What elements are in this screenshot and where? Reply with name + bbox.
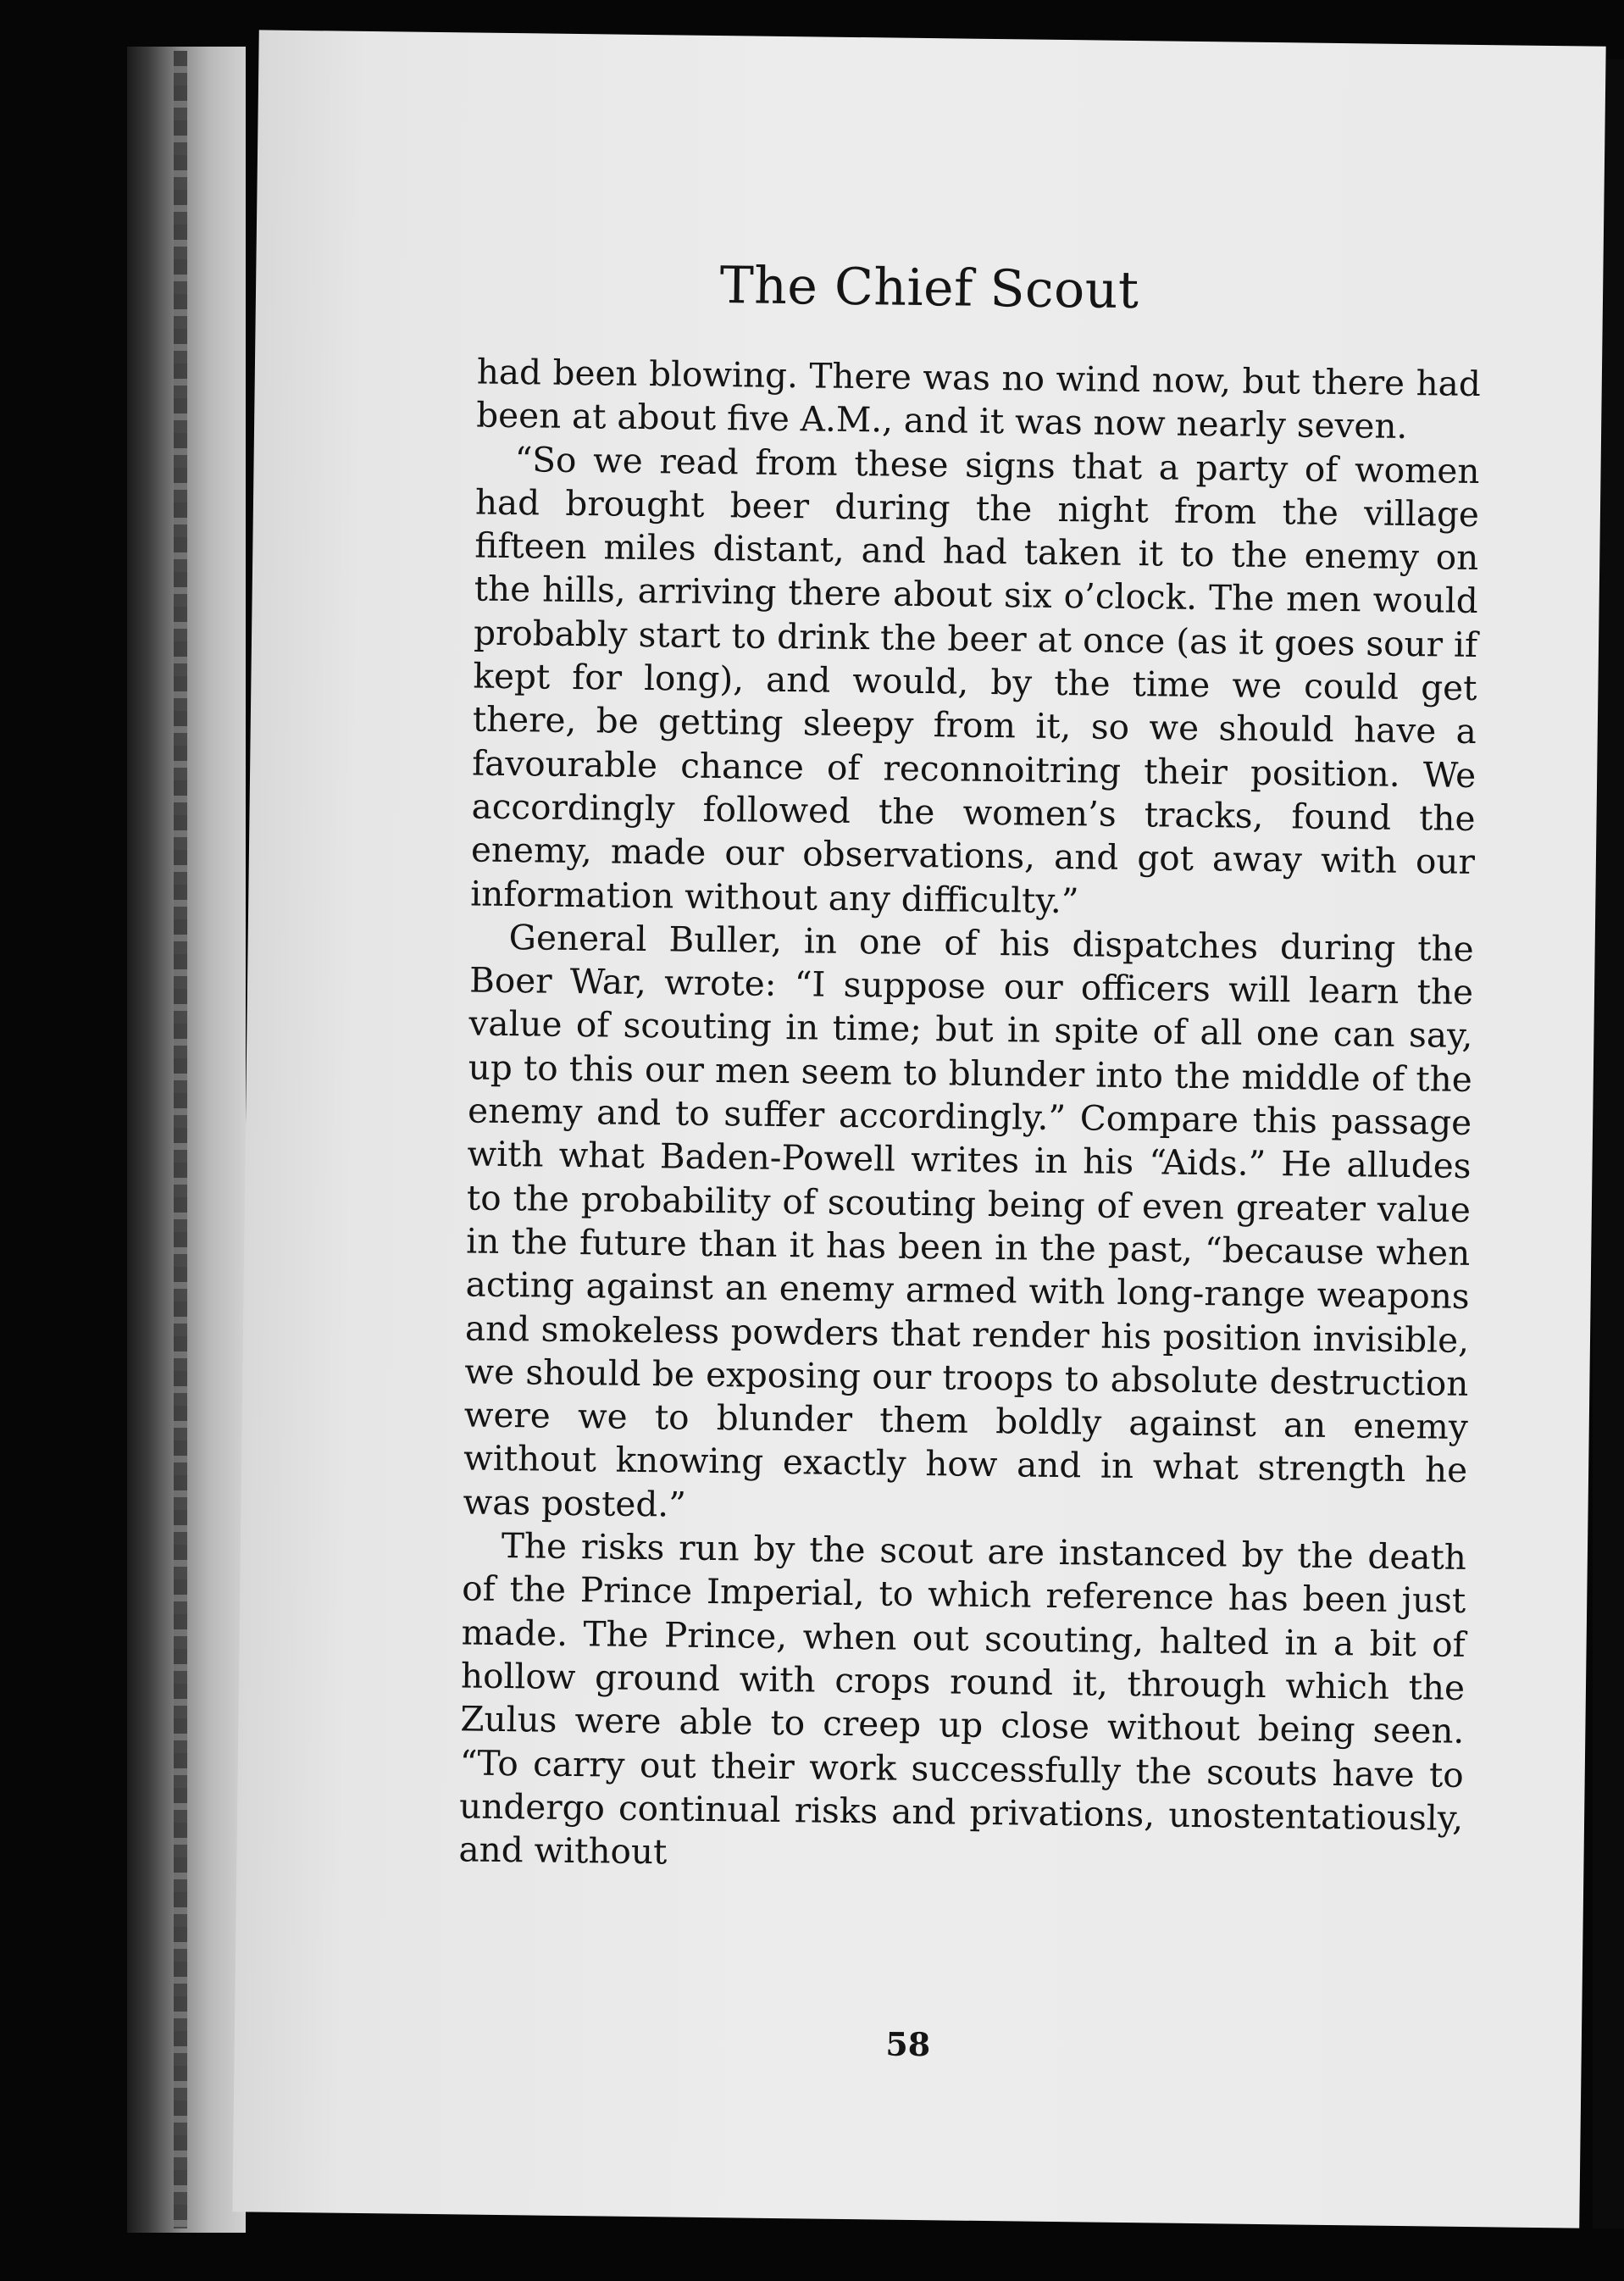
book-page	[232, 30, 1605, 2228]
running-head: The Chief Scout	[719, 256, 1139, 321]
paragraph-2: “So we read from these signs that a party of women had brought beer during the night from the village fifteen miles distant, and had taken it to the enemy on the hills, arriving there about six o’clock. The men would probably start to drink the beer at once (as it goes sour if kept for long), and would, by the time we could get there, be getting sleepy from it, so we should have a favourable chance of reconnoitring their position. We accordingly followed the women’s tracks, found the enemy, made our observations, and got away with our information without any difficulty.”	[470, 438, 1480, 921]
body-text	[458, 351, 1481, 1884]
paragraph-3: General Buller, in one of his dispatches during the Boer War, wrote: “I suppose our officers will learn the value of scouting in time; but in spite of all one can say, up to this our men seem to blunder into the middle of the enemy and to suffer accordingly.” Compare this passage with what Baden-Powell writes in his “Aids.” He alludes to the probability of scouting being of even greater value in the future than it has been in the past, “because when acting against an enemy armed with long-range weapons and smokeless powders that render his position invisible, we should be exposing our troops to absolute destruction were we to blunder them boldly against an enemy without knowing exactly how and in what strength he was posted.”	[463, 916, 1474, 1525]
paragraph-4: The risks run by the scout are instanced by the death of the Prince Imperial, to which reference has been just made. The Prince, when out scouting, halted in a bit of hollow ground with crops round it, through which the Zulus were able to creep up close without being seen. “To carry out their work successfully the scouts have to undergo continual risks and privations, unostentatiously, and without	[458, 1525, 1467, 1873]
binding-edge	[174, 51, 187, 2228]
paragraph-1: had been blowing. There was no wind now, but there had been at about five A.M., and it was now nearly seven.	[475, 351, 1482, 447]
page-number: 58	[885, 2024, 931, 2064]
